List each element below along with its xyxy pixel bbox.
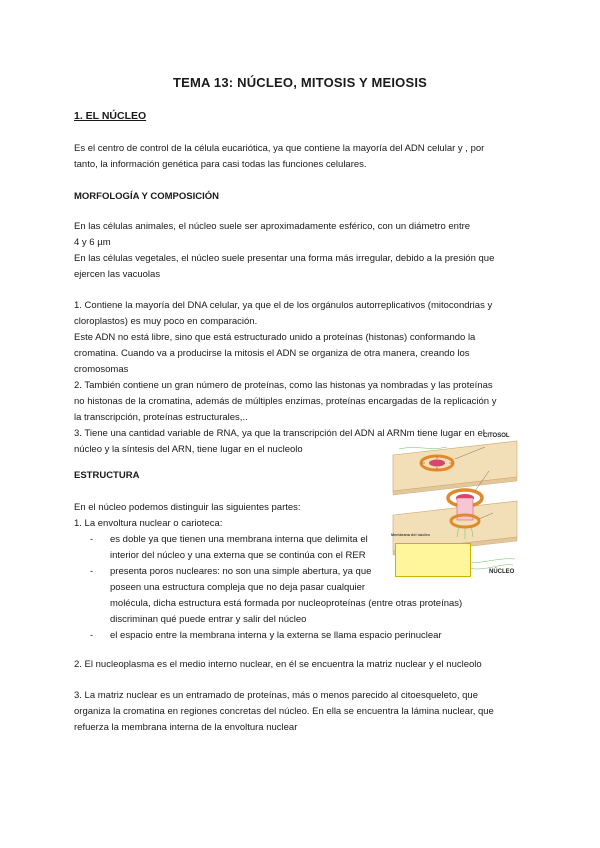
intro-paragraph <box>74 141 524 173</box>
text-line: Este ADN no está libre, sino que está estructurado unido a proteínas (histonas) conformando la <box>74 332 476 343</box>
outer-membrane <box>393 441 517 491</box>
label-nucleo: NÚCLEO <box>489 569 515 575</box>
nuclear-pore-figure <box>385 433 525 581</box>
text-line: cloroplastos) es muy poco en comparación. <box>74 316 258 327</box>
text-line: discriminan qué puede entrar y salir del núcleo <box>110 614 307 625</box>
text-line: cromosomas <box>74 364 129 375</box>
text-line: el espacio entre la membrana interna y la externa se llama espacio perinuclear <box>110 630 442 641</box>
text-line: presenta poros nucleares: no son una simple abertura, ya que <box>110 566 372 577</box>
text-line: cromatina. Cuando va a producirse la mitosis el ADN se organiza de otra manera, creando los <box>74 348 470 359</box>
text-line: En el núcleo podemos distinguir las siguientes partes: <box>74 502 301 513</box>
text-line: 4 y 6 µm <box>74 237 111 248</box>
text-line: molécula, dicha estructura está formada por nucleoproteínas (entre otras proteínas) <box>110 598 463 609</box>
text-line: interior del núcleo y una externa que se continúa con el RER <box>110 550 366 561</box>
text-line: 1. Contiene la mayoría del DNA celular, ya que el de los orgánulos autorreplicativos (mitocondrias y <box>74 300 493 311</box>
paragraph-point-1 <box>74 298 526 378</box>
text-line: 2. También contiene un gran número de proteínas, como las histonas ya nombradas y las proteínas <box>74 380 493 391</box>
heading-morfologia: MORFOLOGÍA Y COMPOSICIÓN <box>74 191 219 202</box>
text-line: tanto, la información genética para casi todas las funciones celulares. <box>74 159 367 170</box>
estructura-intro <box>74 500 404 532</box>
paragraph-point-2 <box>74 378 526 426</box>
label-membrana: Membrana del núcleo <box>391 533 430 537</box>
text-line: En las células vegetales, el núcleo suele presentar una forma más irregular, debido a la presión que <box>74 253 495 264</box>
bullet-text <box>110 628 442 644</box>
text-line: poseen una estructura compleja que no deja pasar cualquier <box>110 582 366 593</box>
text-line: 3. La matriz nuclear es un entramado de proteínas, más o menos parecido al citoesqueleto, que <box>74 690 478 701</box>
text-line: refuerza la membrana interna de la envoltura nuclear <box>74 722 298 733</box>
figure-callout <box>395 543 471 577</box>
paragraph-vegetales <box>74 251 524 283</box>
text-line: es doble ya que tienen una membrana interna que delimita el <box>110 534 368 545</box>
text-line: la transcripción, proteínas estructurales,.. <box>74 412 248 423</box>
bullet-dash: - <box>90 534 94 545</box>
bullet-text <box>110 532 368 564</box>
text-line: organiza la cromatina en regiones concretas del núcleo. En ella se encuentra la lámina nuclear, que <box>74 706 494 717</box>
text-line: Es el centro de control de la célula eucariótica, ya que contiene la mayoría del ADN celular y , por <box>74 143 485 154</box>
list-item <box>90 628 500 644</box>
text-line: no histonas de la cromatina, además de múltiples enzimas, proteínas encargadas de la replicación y <box>74 396 497 407</box>
text-line: ejercen las vacuolas <box>74 269 161 280</box>
heading-estructura: ESTRUCTURA <box>74 470 140 481</box>
paragraph-nucleoplasma <box>74 657 526 673</box>
text-line: núcleo y la síntesis del ARN, tiene lugar en el nucleolo <box>74 444 303 455</box>
text-line: En las células animales, el núcleo suele ser aproximadamente esférico, con un diámetro entre <box>74 221 471 232</box>
text-line: 3. Tiene una cantidad variable de RNA, ya que la transcripción del ADN al ARNm tiene lugar en el <box>74 428 485 439</box>
section-heading-nucleo: 1. EL NÚCLEO <box>74 110 147 122</box>
label-citosol: CITOSOL <box>483 433 510 439</box>
paragraph-animales <box>74 219 524 251</box>
paragraph-matriz <box>74 688 526 736</box>
text-line: 1. La envoltura nuclear o carioteca: <box>74 518 223 529</box>
bullet-dash: - <box>90 630 94 641</box>
bullet-dash: - <box>90 566 94 577</box>
text-line: 2. El nucleoplasma es el medio interno nuclear, en él se encuentra la matriz nuclear y el nucleolo <box>74 659 482 670</box>
page-title: TEMA 13: NÚCLEO, MITOSIS Y MEIOSIS <box>172 75 428 90</box>
